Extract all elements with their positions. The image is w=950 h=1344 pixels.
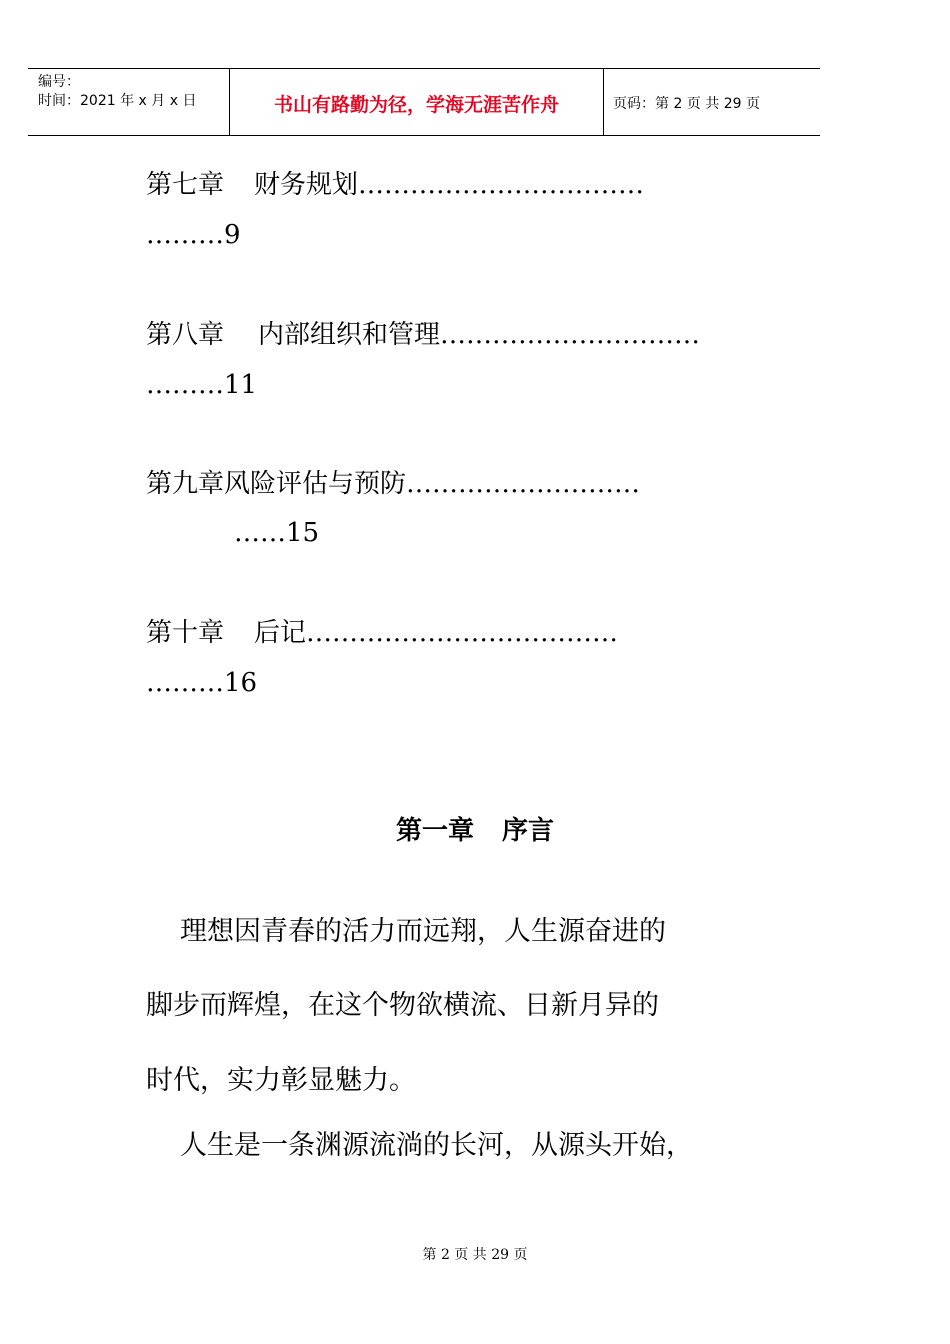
toc-leader: ………………………… <box>440 320 701 350</box>
page-header <box>28 68 820 136</box>
toc-leader: ……………………………… <box>306 618 619 648</box>
page-footer: 第 2 页 共 29 页 <box>422 1247 528 1263</box>
toc-leader: …………………………… <box>358 170 645 200</box>
toc-title: 内部组织和管理 <box>258 320 441 350</box>
time-label: 时间：2021 年 x 月 x 日 <box>38 93 197 109</box>
toc-page-8: ………11 <box>146 370 258 400</box>
paragraph-line: 时代，实力彰显魅力。 <box>146 1065 416 1096</box>
toc-leader: ……………………… <box>406 469 641 499</box>
header-motto: 书山有路勤为径，学海无涯苦作舟 <box>273 94 559 116</box>
paragraph-line: 人生是一条渊源流淌的长河，从源头开始， <box>180 1130 693 1161</box>
header-page-info: 页码：第 2 页 共 29 页 <box>613 96 760 112</box>
header-divider <box>603 69 604 135</box>
toc-page-7: ………9 <box>146 220 241 250</box>
header-meta <box>38 73 196 111</box>
toc-page-9: ……15 <box>234 518 320 548</box>
toc-chapter: 第九章 <box>146 469 225 499</box>
toc-chapter: 第八章 <box>146 320 225 350</box>
toc-entry-10 <box>146 616 618 650</box>
toc-entry-7 <box>146 168 644 202</box>
toc-chapter: 第七章 <box>146 170 225 200</box>
paragraph-line: 理想因青春的活力而远翔，人生源奋进的 <box>180 916 666 947</box>
chapter-number: 第一章 <box>395 816 474 846</box>
paragraph-line: 脚步而辉煌，在这个物欲横流、日新月异的 <box>146 990 659 1021</box>
chapter-heading <box>0 813 950 849</box>
toc-title: 后记 <box>254 618 307 648</box>
chapter-name: 序言 <box>502 816 555 846</box>
toc-entry-9 <box>146 467 640 501</box>
serial-label: 编号： <box>38 74 80 90</box>
toc-chapter: 第十章 <box>146 618 225 648</box>
toc-page-10: ………16 <box>146 668 258 698</box>
toc-title: 风险评估与预防 <box>224 469 407 499</box>
toc-title: 财务规划 <box>254 170 359 200</box>
toc-entry-8 <box>146 318 700 352</box>
